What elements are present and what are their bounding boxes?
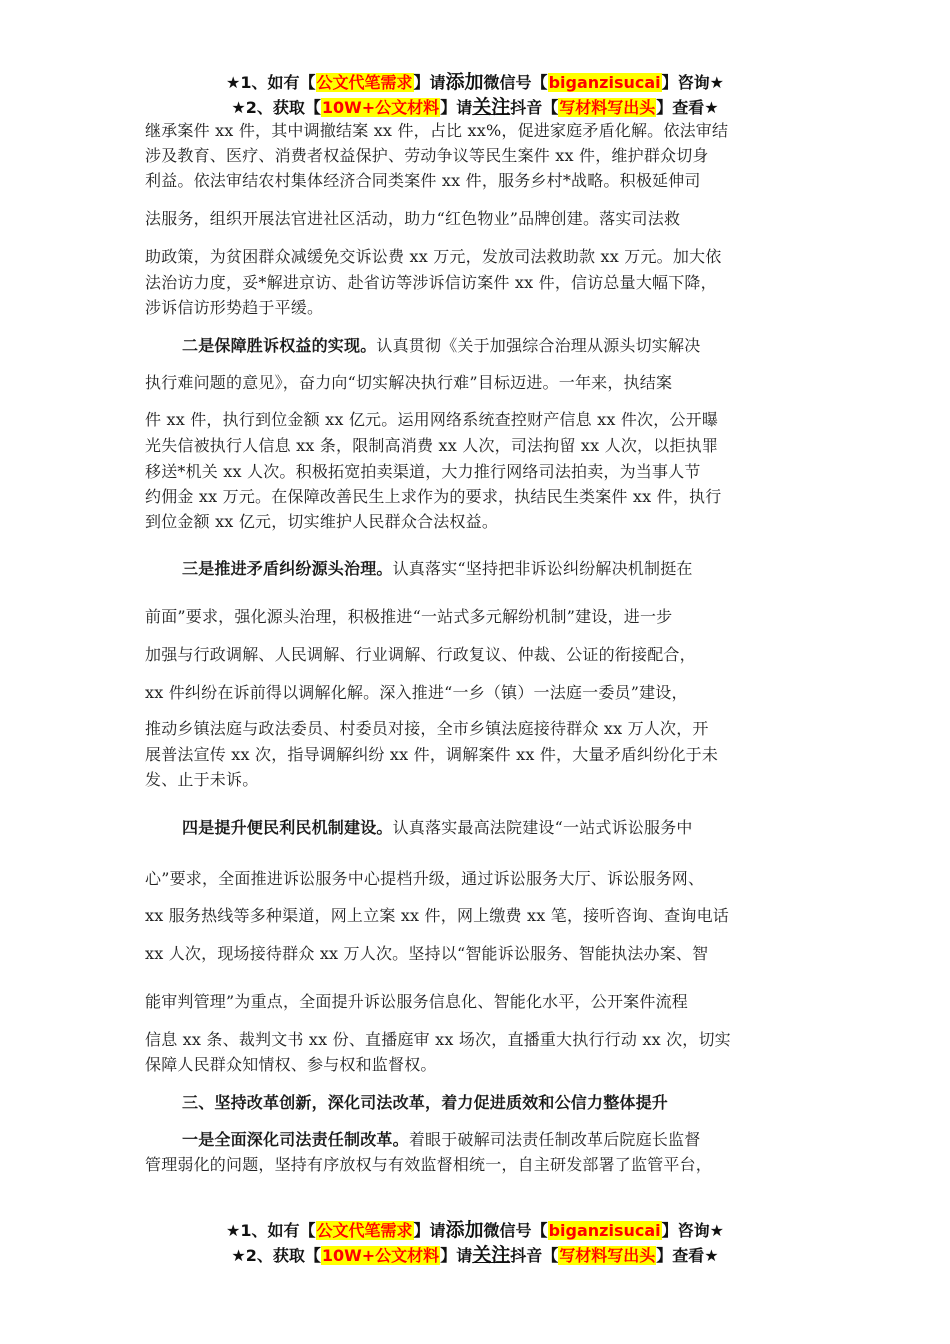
line-text: 继承案件 xx 件，其中调撤结案 xx 件，占比 xx%，促进家庭矛盾化解。依法审结 bbox=[145, 121, 729, 140]
banner-1-a: ★1、如有【 bbox=[226, 73, 316, 92]
text-line bbox=[145, 767, 258, 790]
line-text: 认真贯彻《关于加强综合治理从源头切实解决 bbox=[376, 336, 701, 355]
text-line bbox=[182, 556, 693, 579]
bold-heading: 二是保障胜诉权益的实现。 bbox=[182, 336, 377, 355]
text-line bbox=[182, 1090, 668, 1113]
bold-heading: 三、坚持改革创新，深化司法改革，着力促进质效和公信力整体提升 bbox=[182, 1093, 669, 1112]
banner-2-d: 】查看★ bbox=[656, 1246, 719, 1265]
banner-1-d: 】咨询★ bbox=[661, 73, 724, 92]
line-text: 心”要求，全面推进诉讼服务中心提档升级，通过诉讼服务大厅、诉讼服务网、 bbox=[145, 869, 705, 888]
text-line bbox=[145, 433, 718, 456]
line-text: 法服务，组织开展法官进社区活动，助力“红色物业”品牌创建。落实司法救 bbox=[145, 209, 681, 228]
text-line bbox=[182, 1127, 700, 1150]
banner-2-highlight-douyin: 写材料写出头 bbox=[559, 98, 656, 117]
text-line bbox=[145, 143, 709, 166]
banner-1-highlight-wechat: biganzisucai bbox=[548, 73, 661, 92]
line-text: 利益。依法审结农村集体经济合同类案件 xx 件，服务乡村*战略。积极延伸司 bbox=[145, 171, 701, 190]
banner-1-highlight-wechat: biganzisucai bbox=[548, 1221, 661, 1240]
text-line bbox=[145, 168, 701, 191]
line-text: 前面”要求，强化源头治理，积极推进“一站式多元解纷机制”建设，进一步 bbox=[145, 607, 673, 626]
line-text: 着眼于破解司法责任制改革后院庭长监督 bbox=[408, 1130, 701, 1149]
text-line bbox=[145, 1052, 437, 1075]
text-line bbox=[145, 459, 701, 482]
banner-1-c: 微信号【 bbox=[483, 73, 548, 92]
text-line bbox=[182, 333, 700, 356]
line-text: 件 xx 件，执行到位金额 xx 亿元。运用网络系统查控财产信息 xx 件次，公开曝 bbox=[145, 410, 719, 429]
banner-2-highlight-materials: 10W+公文材料 bbox=[321, 98, 440, 117]
banner-1-b: 】请 bbox=[413, 1221, 446, 1240]
text-line bbox=[182, 815, 693, 838]
bold-heading: 四是提升便民利民机制建设。 bbox=[182, 818, 393, 837]
text-line bbox=[145, 370, 672, 393]
line-text: 展普法宣传 xx 次，指导调解纠纷 xx 件，调解案件 xx 件，大量矛盾纠纷化于未 bbox=[145, 745, 719, 764]
text-line bbox=[145, 270, 717, 293]
text-line bbox=[145, 604, 672, 627]
line-text: 涉诉信访形势趋于平缓。 bbox=[145, 298, 324, 317]
banner-line-2 bbox=[0, 95, 950, 120]
text-line bbox=[145, 742, 718, 765]
line-text: 保障人民群众知情权、参与权和监督权。 bbox=[145, 1055, 437, 1074]
banner-2-a: ★2、获取【 bbox=[231, 98, 321, 117]
banner-1-d: 】咨询★ bbox=[661, 1221, 724, 1240]
text-line bbox=[145, 680, 688, 703]
text-line bbox=[145, 1152, 712, 1175]
text-line bbox=[145, 989, 688, 1012]
banner-line-1-bottom bbox=[0, 1218, 950, 1243]
text-line bbox=[145, 866, 704, 889]
line-text: 到位金额 xx 亿元，切实维护人民群众合法权益。 bbox=[145, 512, 499, 531]
line-text: xx 服务热线等多种渠道，网上立案 xx 件，网上缴费 xx 笔，接听咨询、查询电话 bbox=[145, 906, 729, 925]
bottom-banner bbox=[0, 1218, 950, 1268]
text-line bbox=[145, 484, 721, 507]
banner-1-highlight-service: 公文代笔需求 bbox=[316, 73, 413, 92]
text-line bbox=[145, 509, 498, 532]
line-text: 能审判管理”为重点，全面提升诉讼服务信息化、智能化水平，公开案件流程 bbox=[145, 992, 688, 1011]
banner-1-b: 】请 bbox=[413, 73, 446, 92]
line-text: 移送*机关 xx 人次。积极拓宽拍卖渠道，大力推行网络司法拍卖，为当事人节 bbox=[145, 462, 701, 481]
banner-2-a: ★2、获取【 bbox=[231, 1246, 321, 1265]
bold-heading: 三是推进矛盾纠纷源头治理。 bbox=[182, 559, 393, 578]
line-text: 认真落实最高法院建设“一站式诉讼服务中 bbox=[392, 818, 693, 837]
text-line bbox=[145, 716, 709, 739]
text-line bbox=[145, 903, 729, 926]
banner-1-emphasis: 添加 bbox=[445, 1219, 484, 1241]
banner-1-c: 微信号【 bbox=[483, 1221, 548, 1240]
banner-2-b: 】请 bbox=[440, 1246, 473, 1265]
banner-1-a: ★1、如有【 bbox=[226, 1221, 316, 1240]
line-text: 认真落实“坚持把非诉讼纠纷解决机制挺在 bbox=[392, 559, 693, 578]
line-text: 法治访力度，妥*解进京访、赴省访等涉诉信访案件 xx 件，信访总量大幅下降， bbox=[145, 273, 717, 292]
line-text: 执行难问题的意见》，奋力向“切实解决执行难”目标迈进。一年来，执结案 bbox=[145, 373, 673, 392]
text-line bbox=[145, 118, 728, 141]
line-text: 管理弱化的问题，坚持有序放权与有效监督相统一，自主研发部署了监管平台， bbox=[145, 1155, 713, 1174]
line-text: xx 件纠纷在诉前得以调解化解。深入推进“一乡（镇）一法庭一委员”建设， bbox=[145, 683, 688, 702]
text-line bbox=[145, 941, 708, 964]
line-text: xx 人次，现场接待群众 xx 万人次。坚持以“智能诉讼服务、智能执法办案、智 bbox=[145, 944, 709, 963]
banner-2-emphasis: 关注 bbox=[472, 96, 511, 118]
text-line bbox=[145, 244, 721, 267]
banner-2-emphasis: 关注 bbox=[472, 1244, 511, 1266]
line-text: 推动乡镇法庭与政法委员、村委员对接，全市乡镇法庭接待群众 xx 万人次，开 bbox=[145, 719, 709, 738]
line-text: 加强与行政调解、人民调解、行业调解、行政复议、仲裁、公证的衔接配合， bbox=[145, 645, 696, 664]
text-line bbox=[145, 1027, 731, 1050]
text-line bbox=[145, 642, 696, 665]
text-line bbox=[145, 206, 680, 229]
banner-1-emphasis: 添加 bbox=[445, 71, 484, 93]
line-text: 涉及教育、医疗、消费者权益保护、劳动争议等民生案件 xx 件，维护群众切身 bbox=[145, 146, 709, 165]
banner-2-c: 抖音【 bbox=[510, 98, 559, 117]
line-text: 光失信被执行人信息 xx 条，限制高消费 xx 人次，司法拘留 xx 人次，以拒执罪 bbox=[145, 436, 719, 455]
banner-2-highlight-douyin: 写材料写出头 bbox=[559, 1246, 656, 1265]
banner-2-highlight-materials: 10W+公文材料 bbox=[321, 1246, 440, 1265]
text-line bbox=[145, 295, 323, 318]
banner-2-b: 】请 bbox=[440, 98, 473, 117]
line-text: 信息 xx 条、裁判文书 xx 份、直播庭审 xx 场次，直播重大执行行动 xx 次，切实 bbox=[145, 1030, 731, 1049]
banner-line-2-bottom bbox=[0, 1243, 950, 1268]
banner-line-1 bbox=[0, 70, 950, 95]
text-line bbox=[145, 407, 718, 430]
line-text: 约佣金 xx 万元。在保障改善民生上求作为的要求，执结民生类案件 xx 件，执行 bbox=[145, 487, 722, 506]
top-banner bbox=[0, 70, 950, 120]
banner-2-d: 】查看★ bbox=[656, 98, 719, 117]
bold-heading: 一是全面深化司法责任制改革。 bbox=[182, 1130, 409, 1149]
line-text: 助政策，为贫困群众减缓免交诉讼费 xx 万元，发放司法救助款 xx 万元。加大依 bbox=[145, 247, 722, 266]
banner-2-c: 抖音【 bbox=[510, 1246, 559, 1265]
banner-1-highlight-service: 公文代笔需求 bbox=[316, 1221, 413, 1240]
line-text: 发、止于未诉。 bbox=[145, 770, 259, 789]
